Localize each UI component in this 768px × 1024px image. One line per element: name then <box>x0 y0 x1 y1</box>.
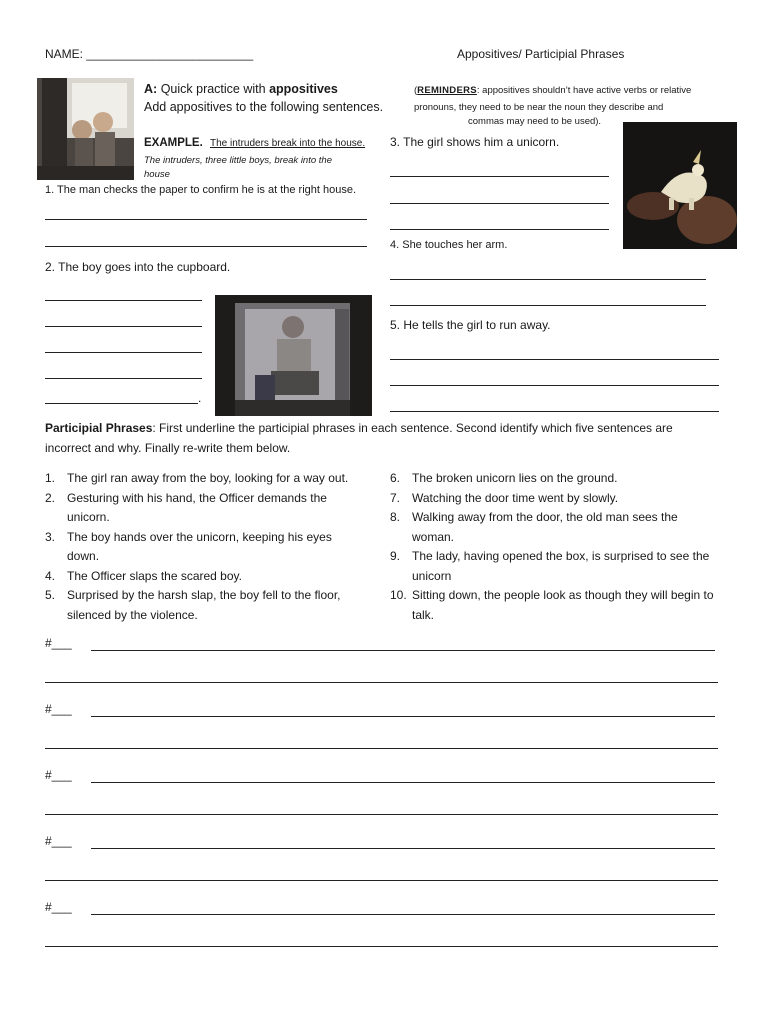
participial-instruction-line2: incorrect and why. Finally re-write them below. <box>45 441 291 455</box>
item-text: Walking away from the door, the old man sees the woman. <box>412 510 678 544</box>
list-item <box>45 567 375 587</box>
participial-instruction-line1 <box>45 421 673 435</box>
section-a-heading <box>144 82 338 96</box>
list-item <box>45 489 375 528</box>
answer-line[interactable] <box>390 279 706 280</box>
participial-instruction-text: : First underline the participial phrases in each sentence. Second identify which five sentences are <box>152 421 673 435</box>
item-number: 9. <box>390 549 401 563</box>
reminders-open-paren: ( <box>414 85 418 96</box>
answer-line[interactable] <box>390 411 719 412</box>
item-number: 10. <box>390 588 407 602</box>
item-text: The girl ran away from the boy, looking for a way out. <box>67 471 349 485</box>
item-text: The broken unicorn lies on the ground. <box>412 471 618 485</box>
example-label: EXAMPLE. <box>144 137 203 149</box>
rewrite-line[interactable] <box>91 650 715 651</box>
section-letter: A: <box>144 82 158 96</box>
answer-line[interactable] <box>390 176 609 177</box>
appositive-sentence-4: 4. She touches her arm. <box>390 239 508 251</box>
list-item <box>45 528 375 567</box>
reminders-label: REMINDERS <box>417 85 477 96</box>
answer-line[interactable] <box>45 219 367 220</box>
list-item <box>390 508 730 547</box>
answer-line[interactable] <box>390 229 609 230</box>
list-item <box>390 469 730 489</box>
example-block <box>144 137 365 149</box>
item-number: 8. <box>390 510 401 524</box>
item-text: Watching the door time went by slowly. <box>412 490 619 505</box>
item-text: The Officer slaps the scared boy. <box>67 568 242 583</box>
answer-line[interactable] <box>390 203 609 204</box>
answer-line[interactable] <box>390 359 719 360</box>
answer-line[interactable] <box>45 246 367 247</box>
rewrite-number-field[interactable]: #___ <box>45 768 72 782</box>
answer-line[interactable] <box>45 352 202 353</box>
item-number: 5. <box>45 588 56 602</box>
answer-line[interactable] <box>45 403 198 404</box>
item-text: The boy hands over the unicorn, keeping his eyes down. <box>67 529 332 563</box>
item-number: 1. <box>45 471 56 485</box>
boys-at-window-photo <box>37 78 134 180</box>
item-number: 2. <box>45 490 56 505</box>
item-text: The lady, having opened the box, is surprised to see the unicorn <box>412 549 710 583</box>
item-number: 6. <box>390 471 401 485</box>
answer-line-period: . <box>198 391 202 405</box>
answer-line[interactable] <box>45 300 202 301</box>
example-answer-line1: The intruders, three little boys, break into the <box>144 155 332 166</box>
rewrite-number-field[interactable]: #___ <box>45 900 72 914</box>
rewrite-line[interactable] <box>91 782 715 783</box>
participial-list-right <box>390 469 730 625</box>
name-field-label: NAME: _________________________ <box>45 47 254 61</box>
example-answer-line2: house <box>144 169 170 180</box>
appositive-sentence-2: 2. The boy goes into the cupboard. <box>45 260 231 274</box>
reminders-line1 <box>414 85 691 96</box>
item-number: 4. <box>45 568 56 583</box>
appositive-sentence-5: 5. He tells the girl to run away. <box>390 318 551 332</box>
example-sentence: The intruders break into the house. <box>210 138 366 149</box>
reminders-line2: pronouns, they need to be near the noun they describe and <box>414 102 664 113</box>
rewrite-line[interactable] <box>45 814 718 815</box>
reminders-line3: commas may need to be used). <box>468 116 602 127</box>
boy-in-cupboard-photo <box>215 295 372 416</box>
appositive-sentence-3: 3. The girl shows him a unicorn. <box>390 135 560 149</box>
rewrite-line[interactable] <box>45 682 718 683</box>
rewrite-number-field[interactable]: #___ <box>45 636 72 650</box>
item-number: 3. <box>45 529 56 544</box>
answer-line[interactable] <box>390 305 706 306</box>
section-a-instruction: Add appositives to the following sentences. <box>144 100 384 114</box>
rewrite-number-field[interactable]: #___ <box>45 702 72 716</box>
worksheet-title: Appositives/ Participial Phrases <box>457 47 625 61</box>
item-text: Gesturing with his hand, the Officer demands the unicorn. <box>67 490 327 524</box>
item-text: Surprised by the harsh slap, the boy fell to the floor, silenced by the violence. <box>67 588 341 622</box>
unicorn-figurine-photo <box>623 122 737 249</box>
rewrite-line[interactable] <box>91 848 715 849</box>
answer-line[interactable] <box>45 326 202 327</box>
participial-label: Participial Phrases <box>45 421 153 435</box>
list-item <box>390 547 730 586</box>
rewrite-line[interactable] <box>91 914 715 915</box>
list-item <box>390 586 730 625</box>
rewrite-line[interactable] <box>91 716 715 717</box>
rewrite-line[interactable] <box>45 946 718 947</box>
answer-line[interactable] <box>45 378 202 379</box>
rewrite-line[interactable] <box>45 880 718 881</box>
reminders-text-1: : appositives shouldn’t have active verbs or relative <box>476 85 692 96</box>
section-heading-text: Quick practice with <box>160 82 270 96</box>
rewrite-number-field[interactable]: #___ <box>45 834 72 848</box>
rewrite-line[interactable] <box>45 748 718 749</box>
item-number: 7. <box>390 490 401 505</box>
section-heading-keyword: appositives <box>269 82 338 96</box>
item-text: Sitting down, the people look as though they will begin to talk. <box>412 588 714 622</box>
participial-list-left <box>45 469 375 625</box>
answer-line[interactable] <box>390 385 719 386</box>
list-item <box>45 469 375 489</box>
list-item <box>45 586 375 625</box>
appositive-sentence-1: 1. The man checks the paper to confirm he is at the right house. <box>45 184 357 196</box>
list-item <box>390 489 730 509</box>
